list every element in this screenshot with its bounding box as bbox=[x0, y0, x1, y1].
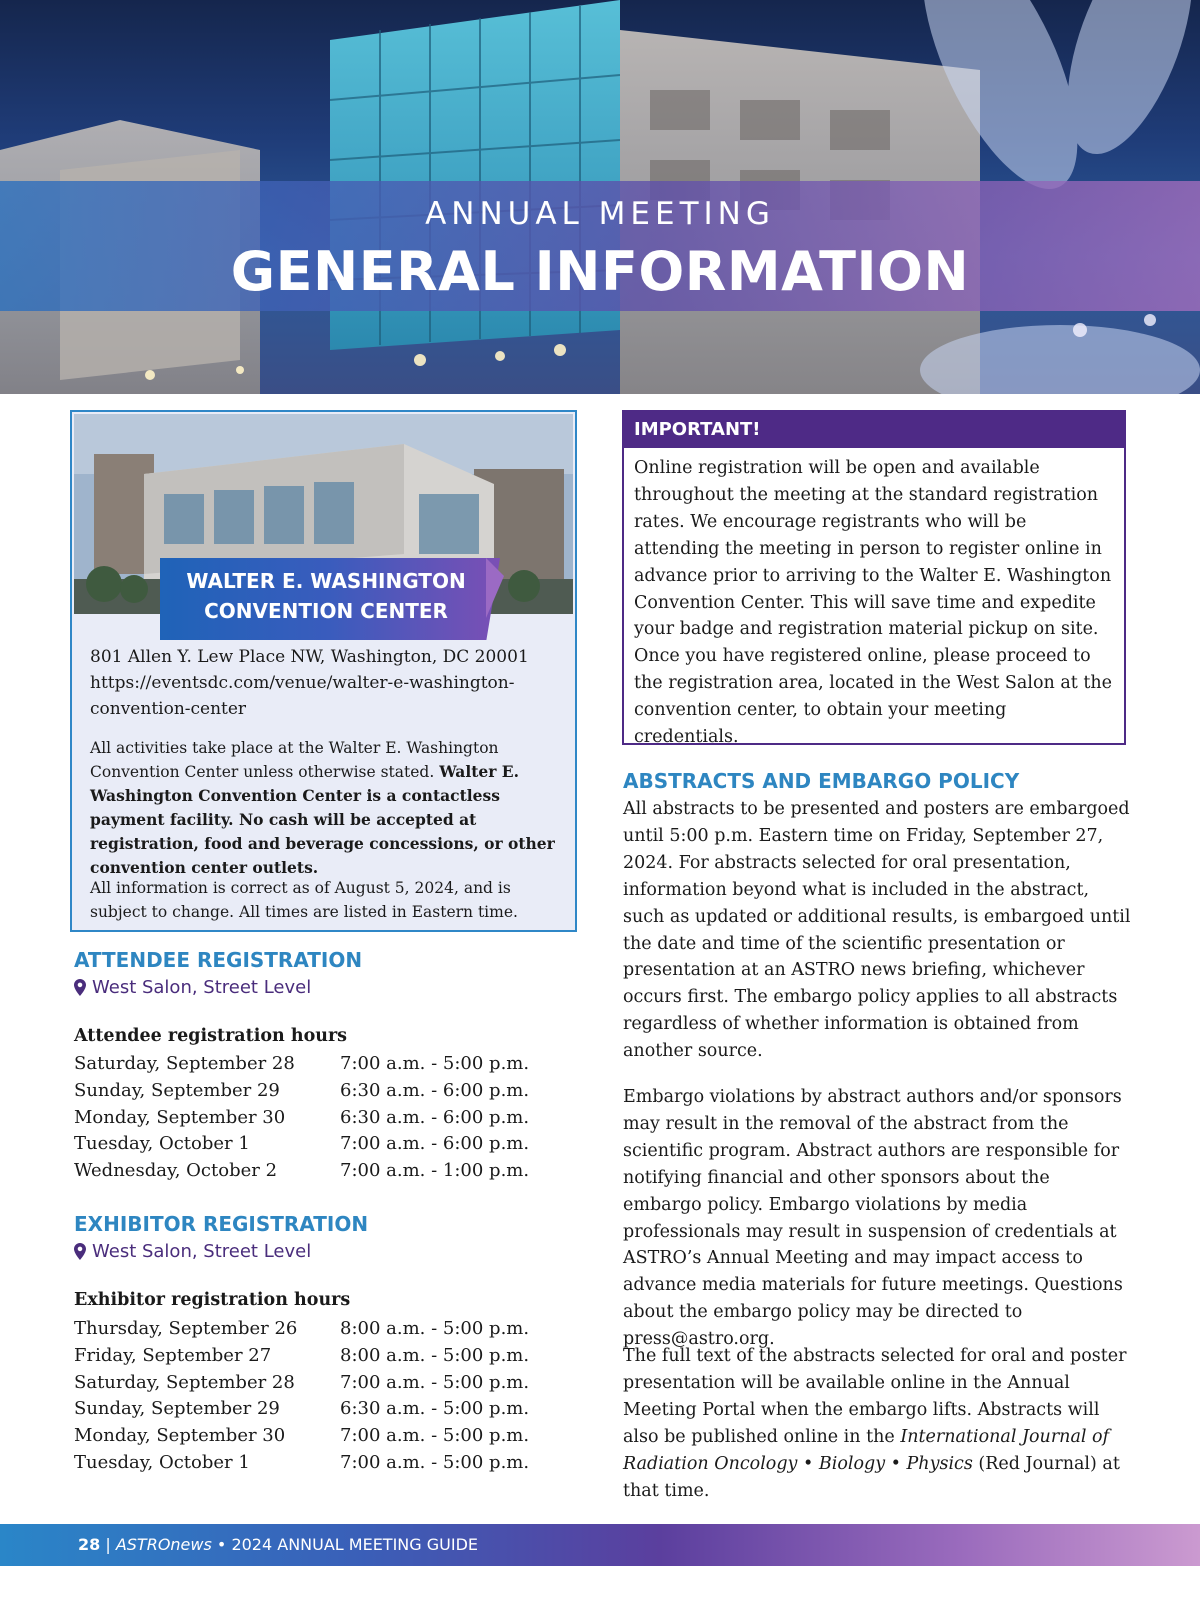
para3-start: The full text of the abstracts selected for oral and poster presentation will be available online in the Annual Meeting Portal when the embargo lifts. Abstracts will also be published online in the bbox=[623, 1346, 1127, 1447]
hours-row bbox=[74, 1450, 544, 1477]
hours-time: 7:00 a.m. - 5:00 p.m. bbox=[340, 1371, 530, 1393]
venue-info-box bbox=[70, 410, 577, 932]
hours-day: Friday, September 27 bbox=[74, 1344, 272, 1366]
journal-title: International Journal of Radiation Oncology • Biology • Physics bbox=[623, 1426, 1110, 1474]
hours-time: 7:00 a.m. - 1:00 p.m. bbox=[340, 1160, 530, 1182]
hours-time: 8:00 a.m. - 5:00 p.m. bbox=[340, 1318, 530, 1339]
hours-time: 8:00 a.m. - 5:00 p.m. bbox=[340, 1344, 530, 1366]
hours-row bbox=[74, 1078, 544, 1105]
hours-time: 7:00 a.m. - 6:00 p.m. bbox=[340, 1133, 530, 1155]
hours-row bbox=[74, 1423, 544, 1450]
map-pin-icon bbox=[74, 979, 86, 996]
hero-banner bbox=[0, 0, 1200, 394]
abstracts-paragraph-1: All abstracts to be presented and posters are embargoed until 5:00 p.m. Eastern time on Friday, September 27, 2024. For abstracts selected for oral presentation, information beyond what is included in the abstract, such as updated or additional results, is embargoed until the date and time of the scientific presentation or presentation at an ASTRO news briefing, whichever occurs first. The embargo policy applies to all abstracts regardless of whether information is obtained from another source. bbox=[623, 799, 1131, 1062]
venue-name-line1: WALTER E. WASHINGTON bbox=[186, 569, 466, 593]
attendee-hours-title: Attendee registration hours bbox=[74, 1026, 348, 1046]
abstracts-embargo-heading: ABSTRACTS AND EMBARGO POLICY bbox=[623, 769, 1020, 793]
hours-day: Monday, September 30 bbox=[74, 1425, 286, 1447]
venue-note-plain: All activities take place at the Walter E. Washington Convention Center unless otherwise stated. bbox=[90, 739, 499, 781]
venue-name-line2: CONVENTION CENTER bbox=[204, 599, 448, 623]
hours-day: Tuesday, October 1 bbox=[74, 1451, 250, 1473]
page-number: 28 bbox=[78, 1535, 101, 1554]
footer-text bbox=[78, 1533, 478, 1557]
hours-day: Sunday, September 29 bbox=[74, 1079, 280, 1101]
exhibitor-location bbox=[74, 1241, 311, 1262]
hours-time: 6:30 a.m. - 5:00 p.m. bbox=[340, 1398, 530, 1420]
hours-day: Saturday, September 28 bbox=[74, 1371, 295, 1393]
hours-row bbox=[74, 1051, 544, 1078]
hours-time: 7:00 a.m. - 5:00 p.m. bbox=[340, 1451, 530, 1473]
attendee-registration-heading: ATTENDEE REGISTRATION bbox=[74, 948, 363, 972]
hours-day: Monday, September 30 bbox=[74, 1106, 286, 1128]
hours-day: Saturday, September 28 bbox=[74, 1053, 295, 1074]
hours-time: 6:30 a.m. - 6:00 p.m. bbox=[340, 1106, 530, 1128]
hours-day: Wednesday, October 2 bbox=[74, 1160, 278, 1182]
hours-day: Tuesday, October 1 bbox=[74, 1133, 250, 1155]
hours-row bbox=[74, 1131, 544, 1158]
para3-end: (Red Journal) at that time. bbox=[623, 1453, 1120, 1501]
hours-day: Thursday, September 26 bbox=[74, 1318, 298, 1339]
footer-dot: • bbox=[211, 1535, 232, 1554]
exhibitor-registration-heading: EXHIBITOR REGISTRATION bbox=[74, 1212, 369, 1236]
abstracts-paragraph-3 bbox=[623, 1343, 1133, 1504]
hours-time: 7:00 a.m. - 5:00 p.m. bbox=[340, 1053, 530, 1074]
venue-disclaimer: All information is correct as of August 5, 2024, and is subject to change. All times are listed in Eastern time. bbox=[90, 879, 518, 921]
important-body: Online registration will be open and available throughout the meeting at the standard registration rates. We encourage registrants who will be attending the meeting in person to register online in advance prior to arriving to the Walter E. Washington Convention Center. This will save time and expedite your badge and registration material pickup on site. Once you have registered online, please proceed to the registration area, located in the West Salon at the convention center, to obtain your meeting credentials. bbox=[634, 458, 1113, 748]
page-title: GENERAL INFORMATION bbox=[230, 240, 970, 303]
hours-day: Sunday, September 29 bbox=[74, 1398, 280, 1420]
attendee-location bbox=[74, 977, 311, 998]
abstracts-paragraph-2: Embargo violations by abstract authors and/or sponsors may result in the removal of the abstract from the scientific program. Abstract authors are responsible for notifying financial and other sponsors about the embargo policy. Embargo violations by media professionals may result in suspension of credentials at ASTRO’s Annual Meeting and may impact access to advance media materials for future meetings. Questions about the embargo policy may be directed to press@astro.org. bbox=[623, 1087, 1123, 1350]
hours-time: 7:00 a.m. - 5:00 p.m. bbox=[340, 1425, 530, 1447]
hours-row bbox=[74, 1370, 544, 1397]
publication-name: ASTROnews bbox=[115, 1535, 212, 1554]
hours-time: 6:30 a.m. - 6:00 p.m. bbox=[340, 1079, 530, 1101]
exhibitor-hours-list bbox=[74, 1316, 544, 1477]
guide-name: 2024 ANNUAL MEETING GUIDE bbox=[231, 1535, 479, 1554]
exhibitor-hours-title: Exhibitor registration hours bbox=[74, 1290, 351, 1310]
hours-row bbox=[74, 1105, 544, 1132]
venue-name bbox=[160, 566, 492, 626]
venue-payment-note bbox=[90, 736, 565, 880]
exhibitor-location-text: West Salon, Street Level bbox=[92, 1241, 312, 1262]
venue-address: 801 Allen Y. Lew Place NW, Washington, DC 20001 bbox=[90, 647, 529, 667]
important-notice-box bbox=[622, 410, 1126, 748]
venue-note-bold: Walter E. Washington Convention Center is a contactless payment facility. No cash will be accepted at registration, food and beverage concessions, or other convention center outlets. bbox=[90, 762, 555, 877]
venue-url-link[interactable]: https://eventsdc.com/venue/walter-e-washington-convention-center bbox=[90, 673, 515, 719]
important-heading: IMPORTANT! bbox=[624, 412, 1124, 448]
hours-row bbox=[74, 1158, 544, 1185]
attendee-hours-list bbox=[74, 1051, 544, 1185]
hours-row bbox=[74, 1316, 544, 1343]
attendee-location-text: West Salon, Street Level bbox=[92, 977, 312, 998]
hours-row bbox=[74, 1396, 544, 1423]
hours-row bbox=[74, 1343, 544, 1370]
footer-separator: | bbox=[100, 1535, 116, 1554]
map-pin-icon bbox=[74, 1243, 86, 1260]
page-kicker: ANNUAL MEETING bbox=[425, 196, 775, 232]
